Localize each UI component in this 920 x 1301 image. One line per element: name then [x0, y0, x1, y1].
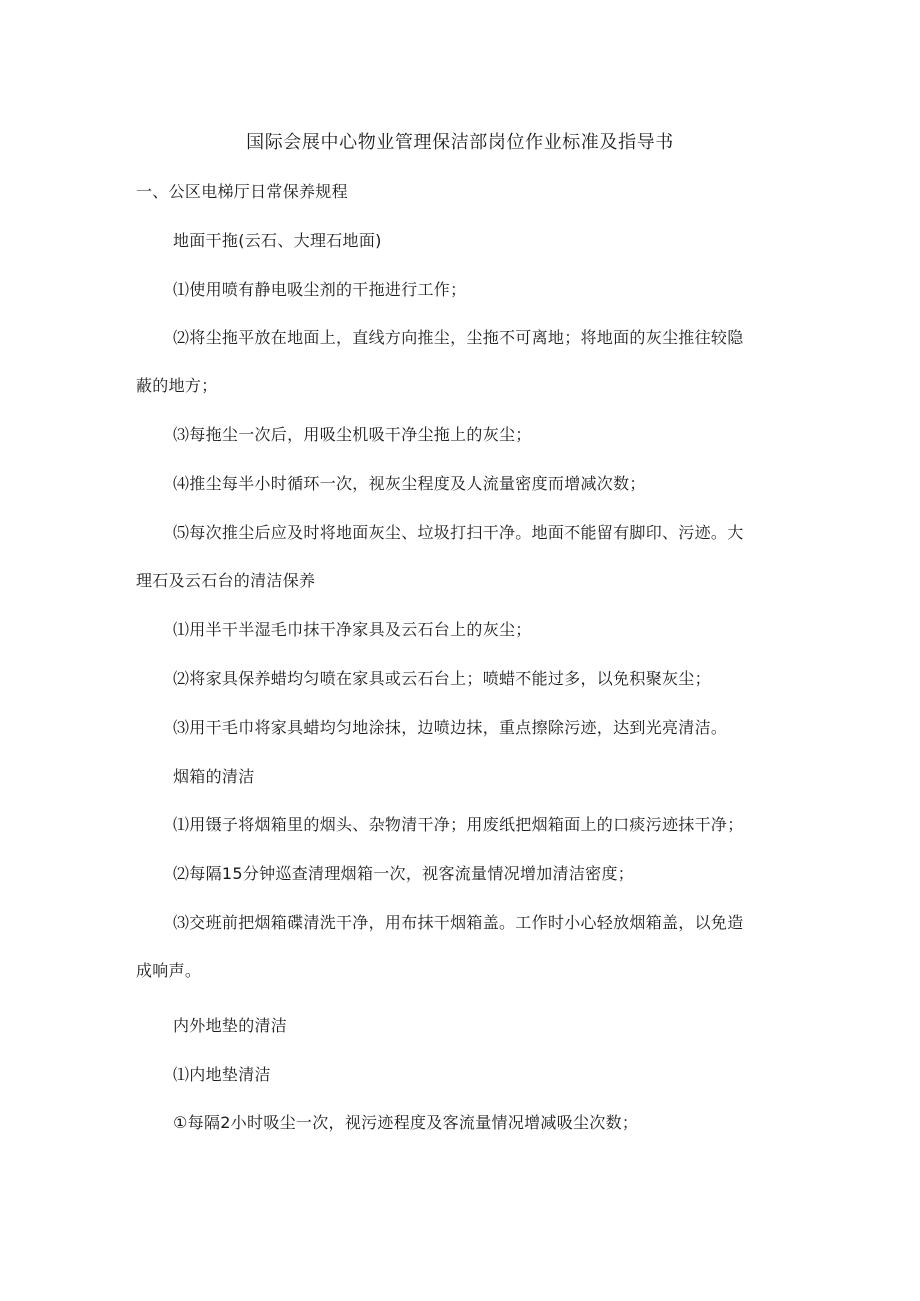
paragraph-stone-step2: ⑵将家具保养蜡均匀喷在家具或云石台上；喷蜡不能过多，以免积聚灰尘； — [173, 669, 711, 688]
paragraph-floor-step1: ⑴使用喷有静电吸尘剂的干拖进行工作； — [173, 280, 467, 299]
paragraph-ashtray-step1: ⑴用镊子将烟箱里的烟头、杂物清干净；用废纸把烟箱面上的口痰污迹抹干净； — [173, 815, 744, 834]
paragraph-ashtray-step3-cont: 成响声。 — [136, 961, 202, 980]
paragraph-ashtray-step3: ⑶交班前把烟箱碟清洗干净，用布抹干烟箱盖。工作时小心轻放烟箱盖，以免造 — [173, 913, 744, 932]
subsection-heading-floor-mop: 地面干拖(云石、大理石地面) — [173, 231, 382, 250]
paragraph-stone-step3: ⑶用干毛巾将家具蜡均匀地涂抹，边喷边抹，重点擦除污迹，达到光亮清洁。 — [173, 718, 728, 737]
paragraph-floor-step2: ⑵将尘拖平放在地面上，直线方向推尘，尘拖不可离地；将地面的灰尘推往较隐 — [173, 328, 744, 347]
document-title: 国际会展中心物业管理保洁部岗位作业标准及指导书 — [246, 132, 674, 153]
paragraph-floor-step2-cont: 蔽的地方； — [136, 376, 218, 395]
paragraph-stone-step1: ⑴用半干半湿毛巾抹干净家具及云石台上的灰尘； — [173, 620, 532, 639]
paragraph-floor-step5-cont: 理石及云石台的清洁保养 — [136, 571, 316, 590]
paragraph-mats-sub1: ⑴内地垫清洁 — [173, 1065, 271, 1084]
paragraph-floor-step4: ⑷推尘每半小时循环一次，视灰尘程度及人流量密度而增减次数； — [173, 474, 646, 493]
subsection-heading-mats: 内外地垫的清洁 — [173, 1016, 288, 1035]
section-heading: 一、公区电梯厅日常保养规程 — [136, 182, 348, 201]
paragraph-floor-step5: ⑸每次推尘后应及时将地面灰尘、垃圾打扫干净。地面不能留有脚印、污迹。大 — [173, 523, 744, 542]
paragraph-floor-step3: ⑶每拖尘一次后，用吸尘机吸干净尘拖上的灰尘； — [173, 425, 532, 444]
paragraph-mats-item1: ①每隔2小时吸尘一次，视污迹程度及客流量情况增减吸尘次数； — [173, 1113, 639, 1132]
subsection-heading-ashtray: 烟箱的清洁 — [173, 767, 255, 786]
paragraph-ashtray-step2: ⑵每隔15分钟巡查清理烟箱一次，视客流量情况增加清洁密度； — [173, 864, 635, 883]
